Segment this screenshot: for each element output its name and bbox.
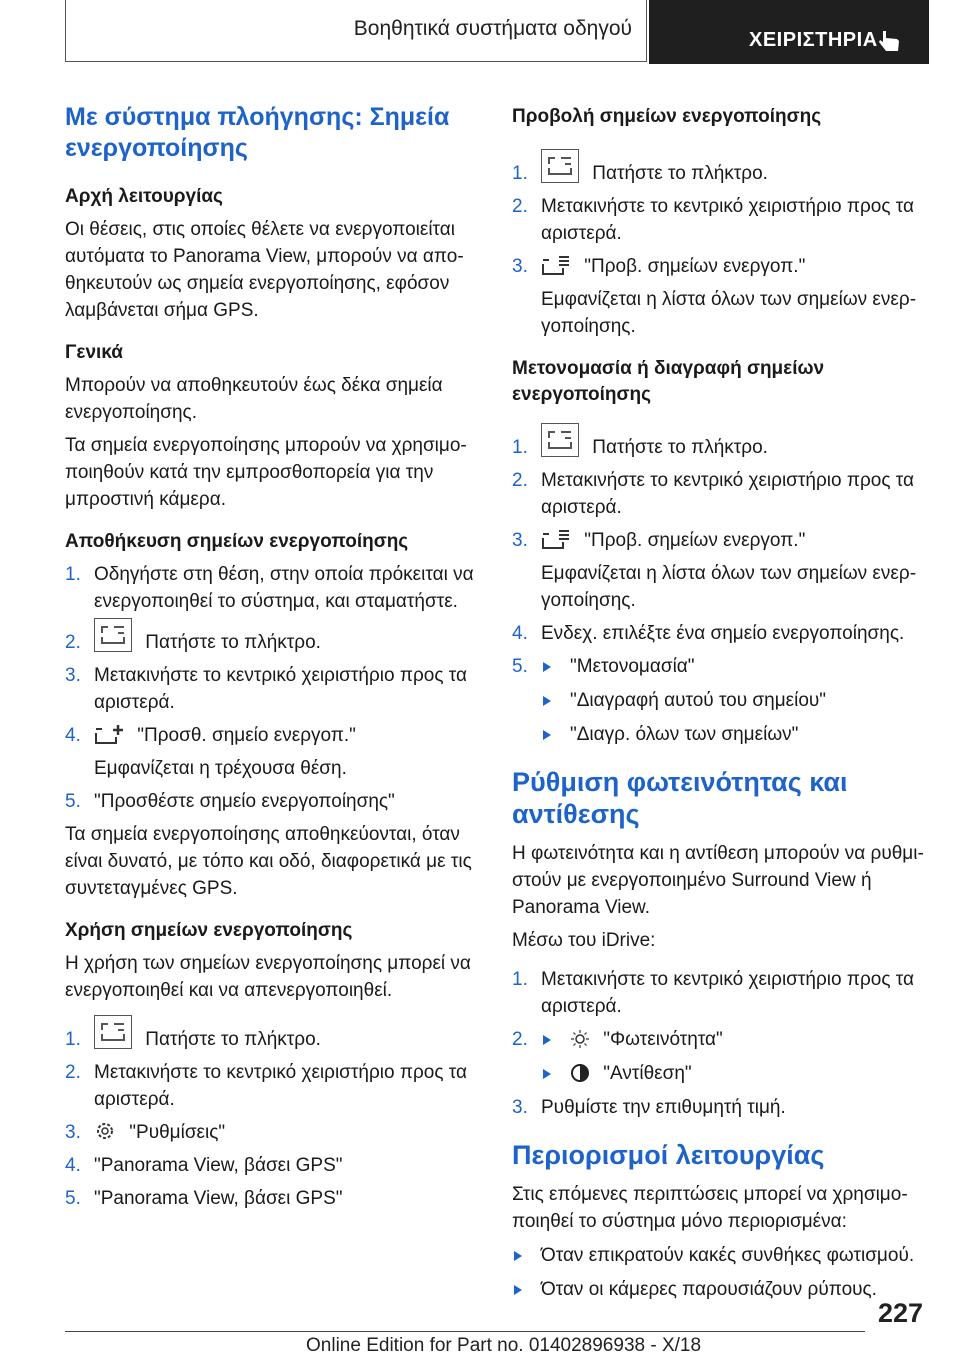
rename-step-4: 4. Ενδεχ. επιλέξτε ένα σημείο ενεργοποίησης. — [512, 623, 905, 644]
brightness-step-3: 3. Ρυθμίστε την επιθυμητή τιμή. — [512, 1097, 786, 1118]
brightness-text-1: Η φωτεινότητα και η αντίθεση μπορούν να ρυθμιστούν με ενεργοποιημένο Surround View ή Panorama View. — [512, 843, 924, 918]
save-step-4-note: Εμφανίζεται η τρέχουσα θέση. — [94, 758, 347, 779]
limits-heading: Περιορισμοί λειτουργίας — [512, 1140, 825, 1170]
delete-all-option: "Διαγρ. όλων των σημείων" — [541, 721, 932, 748]
rename-step-2: 2. Μετακινήστε το κεντρικό χειριστήριο προς τα αριστερά. — [512, 470, 914, 518]
general-text-2: Τα σημεία ενεργοποίησης μπορούν να χρησιμοποιηθούν κατά την εμπροσθοπορεία για την μπροστινή κάμερα. — [65, 435, 467, 510]
footer-edition: Online Edition for Part no. 01402896938 - X/18 — [306, 1335, 702, 1356]
save-step-5: 5. "Προσθέστε σημείο ενεργοποίησης" — [65, 791, 395, 812]
principle-title: Αρχή λειτουργίας — [65, 186, 223, 207]
use-step-2: 2. Μετακινήστε το κεντρικό χειριστήριο προς τα αριστερά. — [65, 1062, 467, 1110]
chapter-title: ΧΕΙΡΙΣΤΗΡΙΑ — [749, 29, 878, 51]
camera-button-icon[interactable] — [541, 149, 579, 183]
rename-title: Μετονομασία ή διαγραφή σημείων ενεργοποίησης — [512, 358, 825, 405]
view-step-2: 2. Μετακινήστε το κεντρικό χειριστήριο προς τα αριστερά. — [512, 196, 914, 244]
save-step-2: 2. Πατήστε το πλήκτρο. — [65, 629, 485, 656]
list-activation-points-icon — [541, 254, 571, 276]
limits-bullet-2: Όταν οι κάμερες παρουσιάζουν ρύπους. — [512, 1276, 932, 1303]
use-step-4: 4. "Panorama View, βάσει GPS" — [65, 1155, 343, 1176]
principle-text: Οι θέσεις, στις οποίες θέλετε να ενεργοποιείται αυτόματα το Panorama View, μπορούν να αποθηκευτούν ως σημεία ενεργοποίησης, εφόσον λαμβάνεται σήμα GPS. — [65, 219, 464, 321]
limits-text: Στις επόμενες περιπτώσεις μπορεί να χρησιμοποιηθεί το σύστημα μόνο περιορισμένα: — [512, 1184, 908, 1232]
brightness-heading: Ρύθμιση φωτεινότητας και αντίθεσης — [512, 767, 848, 829]
rename-option: "Μετονομασία" — [541, 653, 932, 680]
chapter-tab[interactable] — [649, 0, 929, 64]
triangle-bullet-icon — [543, 730, 551, 740]
save-step-4: 4. "Προσθ. σημείο ενεργοπ." — [65, 725, 356, 746]
camera-button-icon[interactable] — [94, 1015, 132, 1049]
save-step-3: 3. Μετακινήστε το κεντρικό χειριστήριο προς τα αριστερά. — [65, 665, 467, 713]
contrast-option: "Αντίθεση" — [541, 1060, 932, 1087]
view-step-3: 3. "Προβ. σημείων ενεργοπ." — [512, 256, 806, 277]
brightness-text-2: Μέσω του iDrive: — [512, 930, 656, 951]
view-step-1: 1. Πατήστε το πλήκτρο. — [512, 160, 932, 187]
brightness-option: "Φωτεινότητα" — [541, 1026, 932, 1053]
limits-bullet-1: Όταν επικρατούν κακές συνθήκες φωτισμού. — [512, 1242, 932, 1269]
view-title: Προβολή σημείων ενεργοποίησης — [512, 106, 822, 127]
sun-icon — [570, 1029, 590, 1049]
general-title: Γενικά — [65, 342, 123, 363]
hand-pointer-icon — [877, 28, 903, 54]
rename-step-3: 3. "Προβ. σημείων ενεργοπ." — [512, 530, 806, 551]
use-step-1: 1. Πατήστε το πλήκτρο. — [65, 1026, 485, 1053]
rename-step-1: 1. Πατήστε το πλήκτρο. — [512, 434, 932, 461]
save-after-text: Τα σημεία ενεργοποίησης αποθηκεύονται, όταν είναι δυνατό, με τόπο και οδό, διαφορετικά με τις συντεταγμένες GPS. — [65, 824, 472, 899]
general-text-1: Μπορούν να αποθηκευτούν έως δέκα σημεία ενεργοποίησης. — [65, 375, 443, 423]
page-header — [65, 0, 929, 64]
gear-icon — [94, 1120, 116, 1142]
use-title: Χρήση σημείων ενεργοποίησης — [65, 920, 353, 941]
triangle-bullet-icon — [543, 696, 551, 706]
left-column — [65, 96, 485, 1218]
triangle-bullet-icon — [543, 1069, 551, 1079]
brightness-step-1: 1. Μετακινήστε το κεντρικό χειριστήριο προς τα αριστερά. — [512, 969, 914, 1017]
use-step-3: 3. "Ρυθμίσεις" — [65, 1122, 226, 1143]
use-text: Η χρήση των σημείων ενεργοποίησης μπορεί να ενεργοποιηθεί και να απενεργοποιηθεί. — [65, 953, 471, 1001]
triangle-bullet-icon — [514, 1251, 522, 1261]
triangle-bullet-icon — [543, 1035, 551, 1045]
delete-this-option: "Διαγραφή αυτού του σημείου" — [541, 687, 932, 714]
footer-divider — [65, 1331, 865, 1332]
camera-button-icon[interactable] — [94, 618, 132, 652]
use-step-5: 5. "Panorama View, βάσει GPS" — [65, 1188, 343, 1209]
brightness-step-2: 2. "Φωτεινότητα" — [512, 1026, 932, 1053]
rename-step-3-note: Εμφανίζεται η λίστα όλων των σημείων ενεργοποίησης. — [541, 563, 917, 611]
section-heading-activation-points: Με σύστημα πλοήγησης: Σημεία ενεργοποίησης — [65, 103, 450, 162]
section-title: Βοηθητικά συστήματα οδηγού — [65, 0, 647, 62]
view-step-3-note: Εμφανίζεται η λίστα όλων των σημείων ενεργοποίησης. — [541, 289, 917, 337]
triangle-bullet-icon — [543, 662, 551, 672]
page-number: 227 — [878, 1298, 924, 1328]
add-activation-point-icon — [94, 723, 124, 745]
rename-step-5: 5. "Μετονομασία" — [512, 653, 932, 680]
triangle-bullet-icon — [514, 1285, 522, 1295]
list-activation-points-icon — [541, 528, 571, 550]
right-column — [512, 104, 932, 1310]
save-step-1: 1. Οδηγήστε στη θέση, στην οποία πρόκειται να ενεργοποιηθεί το σύστημα, και σταματήστε. — [65, 564, 474, 612]
save-title: Αποθήκευση σημείων ενεργοποίησης — [65, 531, 409, 552]
camera-button-icon[interactable] — [541, 423, 579, 457]
contrast-icon — [570, 1063, 590, 1083]
